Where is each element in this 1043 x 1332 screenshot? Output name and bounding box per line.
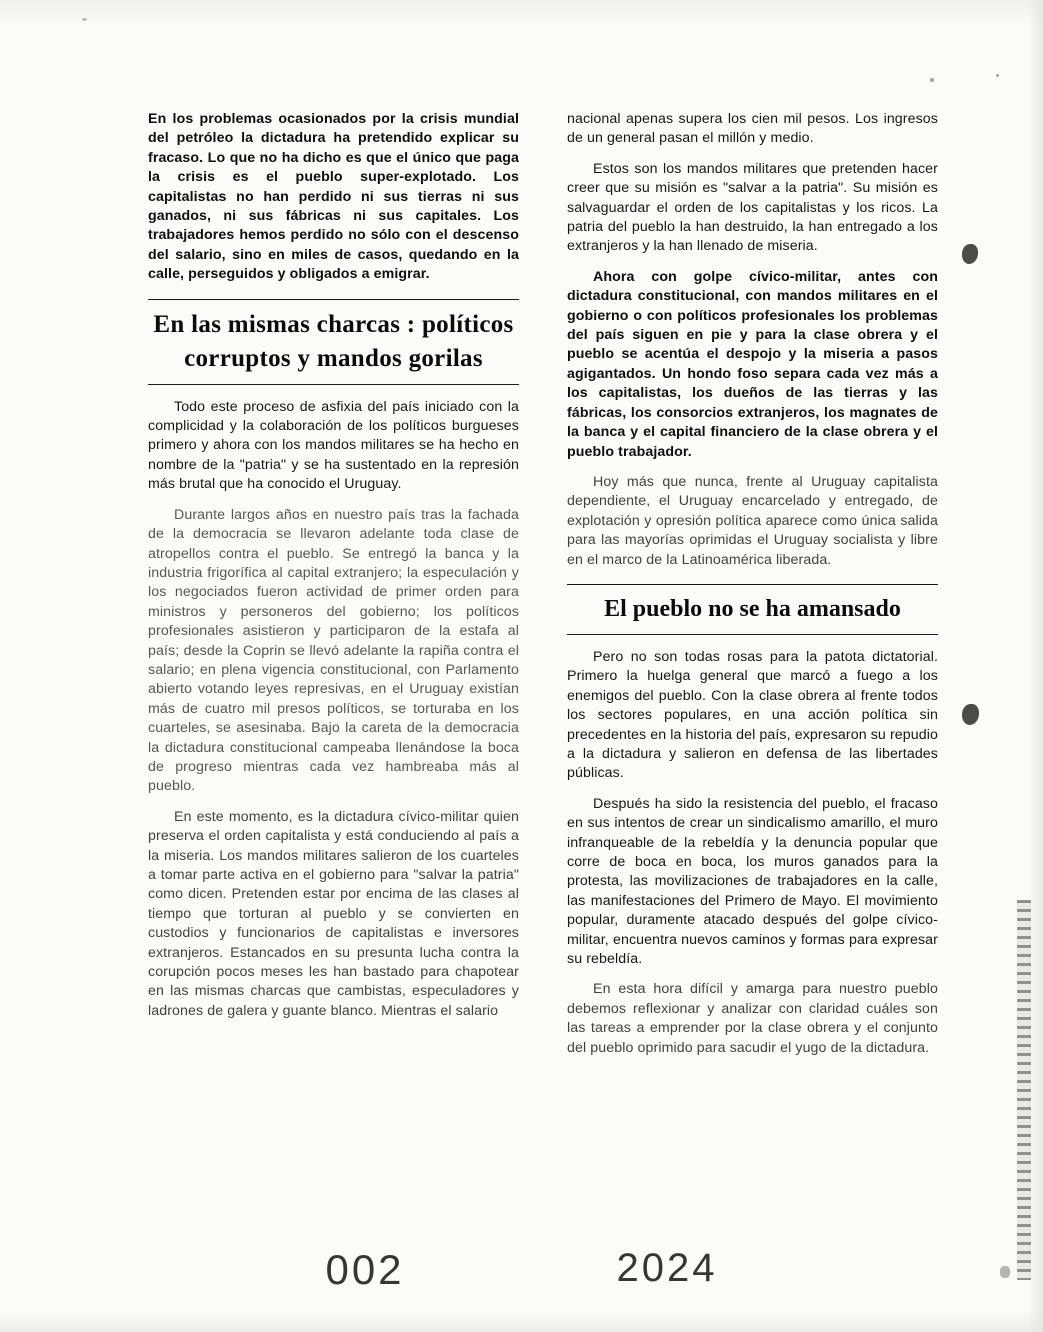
- paragraph: Ahora con golpe cívico-militar, antes con dictadura constitucional, con mandos militares en el gobierno o con políticos profesionales los problemas del país siguen en pie y para la clase obrera y el pueblo se acentúa el despojo y la miseria a pasos agigantados. Un hondo foso separa cada vez más a los capitalistas, los dueños de las tierras y las fábricas, los consorcios extranjeros, los magnates de la banca y el capital financiero de la clase obrera y el pueblo trabajador.: [567, 268, 938, 460]
- paragraph: En este momento, es la dictadura cívico-militar quien preserva el orden capitalista y está conduciendo al país a la miseria. Los mandos militares salieron de los cuarteles a tomar parte activa en el gobierno para "salvar la patria" como dicen. Pretenden estar por encima de las clases al tiempo que torturan al pueblo y se convierten en custodios y funcionarios de capitalistas e inversores extranjeros. Estancados en su presunta lucha contra la corupción pocos meses les han bastado para chapotear en las mismas charcas que cambistas, especuladores y ladrones de galera y guante blanco. Mientras el salario: [148, 808, 519, 1019]
- section-headline-block-2: [567, 584, 938, 635]
- right-column: [567, 110, 938, 1069]
- paragraph: Durante largos años en nuestro país tras la fachada de la democracia se llevaron adelante toda clase de atropellos contra el pueblo. Se entregó la banca y la industria frigorífica al capital extranjero; la especulación y los negociados fueron actividad de primer orden para ministros y personeros del gobierno; los políticos profesionales asistieron y participaron de la estafa al país; desde la Coprin se llevó adelante la rapiña contra el salario; en plena vigencia constitucional, con Parlamento abierto votando leyes represivas, en el Uruguay existían más de cuatro mil presos políticos, se torturaba en los cuarteles, se asesinaba. Bajo la careta de la democracia la dictadura constitucional campeaba llenándose la boca de progreso mientras cada vez hambreaba más al pueblo.: [148, 506, 519, 795]
- section-headline-block: [148, 299, 519, 385]
- section-headline-line-2: corruptos y mandos gorilas: [184, 344, 483, 372]
- page-number-right: 2024: [616, 1246, 718, 1290]
- paragraph: Después ha sido la resistencia del pueblo, el fracaso en sus intentos de crear un sindicalismo amarillo, el muro infranqueable de la rebeldía y la denuncia popular que corre de boca en boca, los muros ganados para la protesta, las movilizaciones de trabajadores en la calle, las manifestaciones del Primero de Mayo. El movimiento popular, duramente atacado después del golpe cívico-militar, encuentra nuevos caminos y formas para expresar su rebeldía.: [567, 795, 938, 968]
- paragraph: Todo este proceso de asfixia del país iniciado con la complicidad y la colaboración de los políticos burgueses primero y ahora con los mandos militares se ha hecho en nombre de la "patria" y se ha sustentado en la represión más brutal que ha conocido el Uruguay.: [148, 398, 519, 493]
- headline-rule-top: [148, 299, 519, 300]
- ink-smudge-icon: [962, 244, 978, 264]
- left-column: [148, 110, 519, 1069]
- headline-rule-bottom: [148, 384, 519, 385]
- page-number-left: 002: [325, 1246, 405, 1293]
- paragraph: Hoy más que nunca, frente al Uruguay capitalista dependiente, el Uruguay encarcelado y entregado, de explotación y opresión política aparece como única salida para las mayorías oprimidas el Uruguay socialista y libre en el marco de la Latinoamérica liberada.: [567, 473, 938, 568]
- paragraph: En esta hora difícil y amarga para nuestro pueblo debemos reflexionar y analizar con claridad cuáles son las tareas a emprender por la clase obrera y el conjunto del pueblo oprimido para sacudir el yugo de la dictadura.: [567, 981, 938, 1056]
- article-columns: [148, 110, 938, 1069]
- page-footer-numbers: [0, 1246, 1043, 1294]
- scan-bottom-edge: [0, 1310, 1043, 1332]
- dust-speck-icon: [930, 78, 934, 82]
- ink-smudge-icon: [962, 704, 979, 725]
- scan-top-edge: [0, 0, 1043, 26]
- paragraph: En los problemas ocasionados por la crisis mundial del petróleo la dictadura ha pretendido explicar su fracaso. Lo que no ha dicho es que el único que paga la crisis es el pueblo super-explotado. Los capitalistas no han perdido ni sus tierras ni sus ganados, ni sus fábricas ni sus capitales. Los trabajadores hemos perdido no sólo con el descenso del salario, sino en miles de casos, quedando en la calle, perseguidos y obligados a emigrar.: [148, 111, 519, 283]
- dust-speck-icon: [996, 74, 999, 77]
- paragraph: nacional apenas supera los cien mil pesos. Los ingresos de un general pasan el millón y medio.: [567, 111, 938, 147]
- paragraph: Estos son los mandos militares que pretenden hacer creer que su misión es "salvar a la patria". Su misión es salvaguardar el orden de los capitalistas y los ricos. La patria del pueblo la han destruido, la han entregado a los extranjeros y la han llenado de miseria.: [567, 160, 938, 255]
- dust-speck-icon: [82, 18, 87, 21]
- headline-rule-top: [567, 584, 938, 585]
- headline-rule-bottom: [567, 634, 938, 635]
- dust-speck-icon: [1000, 1266, 1010, 1278]
- film-strip-artifact: [1017, 900, 1031, 1280]
- paragraph: Pero no son todas rosas para la patota dictatorial. Primero la huelga general que marcó a fuego a los enemigos del pueblo. Con la clase obrera al frente todos los sectores populares, en una acción política sin precedentes en la historia del país, expresaron su repudio a la dictadura y salieron en defensa de las libertades públicas.: [567, 648, 938, 782]
- section-headline-line-1: En las mismas charcas : políticos: [153, 310, 514, 338]
- section-headline: El pueblo no se ha amansado: [604, 595, 901, 622]
